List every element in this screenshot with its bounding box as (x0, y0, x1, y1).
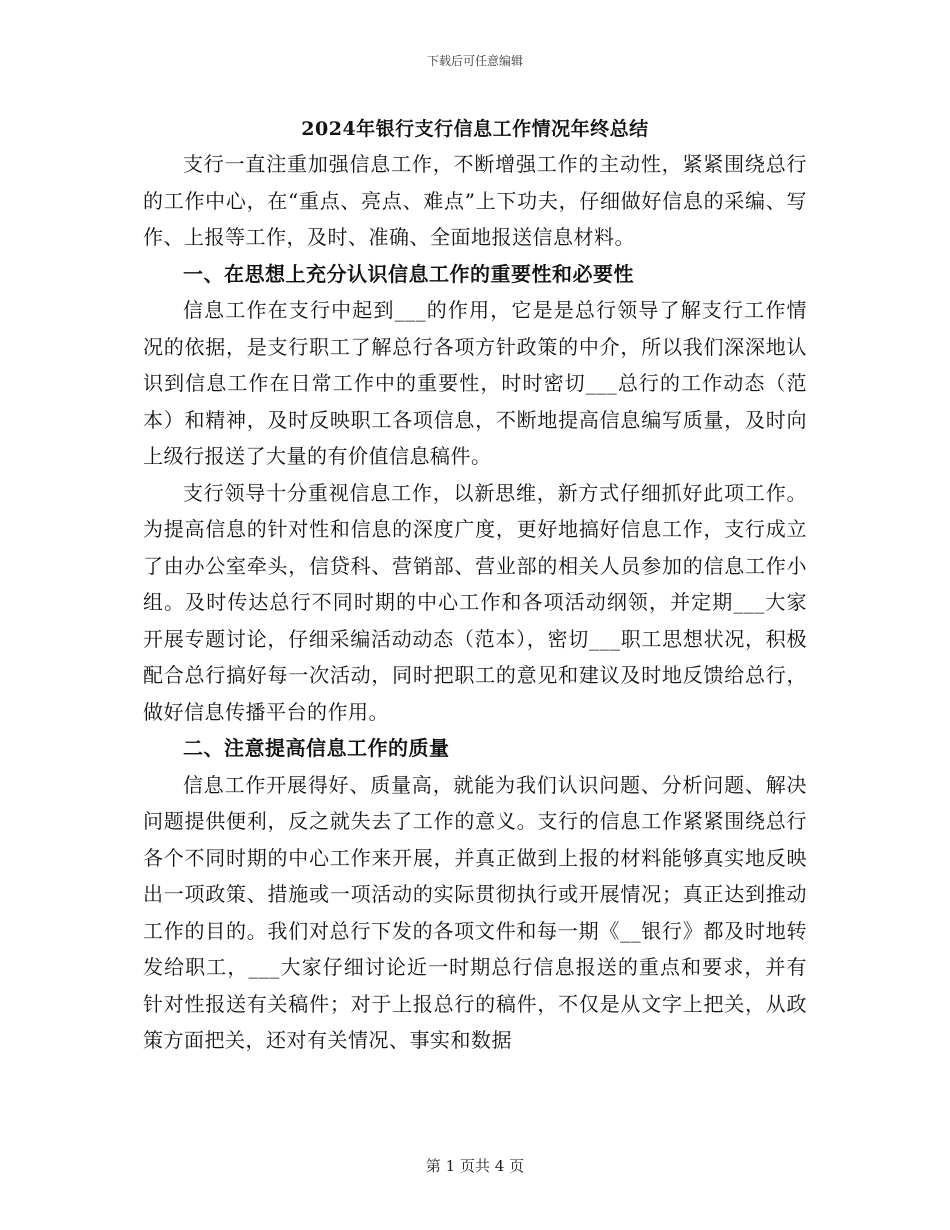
document-title: 2024年银行支行信息工作情况年终总结 (301, 118, 649, 140)
page-footer: 第 1 页共 4 页 (425, 1157, 525, 1175)
paragraph-section-2-a: 信息工作开展得好、质量高，就能为我们认识问题、分析问题、解决问题提供便利，反之就失去了工作的意义。支行的信息工作紧紧围绕总行各个不同时期的中心工作来开展，并真正做到上报的材料能够真实地反映出一项政策、措施或一项活动的实际贯彻执行或开展情况；真正达到推动工作的目的。我们对总行下发的各项文件和每一期《__银行》都及时地转发给职工，___大家仔细讨论近一时期总行信息报送的重点和要求，并有针对性报送有关稿件；对于上报总行的稿件，不仅是从文字上把关，从政策方面把关，还对有关情况、事实和数据 (143, 772, 807, 1052)
document-body (143, 146, 807, 1059)
section-heading-2: 二、注意提高信息工作的质量 (183, 736, 450, 760)
paragraph-intro: 支行一直注重加强信息工作，不断增强工作的主动性，紧紧围绕总行的工作中心，在“重点、亮点、难点”上下功夫，仔细做好信息的采编、写作、上报等工作，及时、准确、全面地报送信息材料。 (143, 152, 807, 249)
paragraph-section-1-a: 信息工作在支行中起到___的作用，它是是总行领导了解支行工作情况的依据，是支行职工了解总行各项方针政策的中介，所以我们深深地认识到信息工作在日常工作中的重要性，时时密切___总行的工作动态（范本）和精神，及时反映职工各项信息，不断地提高信息编写质量，及时向上级行报送了大量的有价值信息稿件。 (143, 298, 807, 468)
paragraph-section-1-b: 支行领导十分重视信息工作，以新思维，新方式仔细抓好此项工作。为提高信息的针对性和信息的深度广度，更好地搞好信息工作，支行成立了由办公室牵头，信贷科、营销部、营业部的相关人员参加的信息工作小组。及时传达总行不同时期的中心工作和各项活动纲领，并定期___大家开展专题讨论，仔细采编活动动态（范本），密切___职工思想状况，积极配合总行搞好每一次活动，同时把职工的意见和建议及时地反馈给总行，做好信息传播平台的作用。 (143, 480, 807, 724)
page-header: 下载后可任意编辑 (426, 54, 523, 68)
section-heading-1: 一、在思想上充分认识信息工作的重要性和必要性 (183, 261, 634, 286)
